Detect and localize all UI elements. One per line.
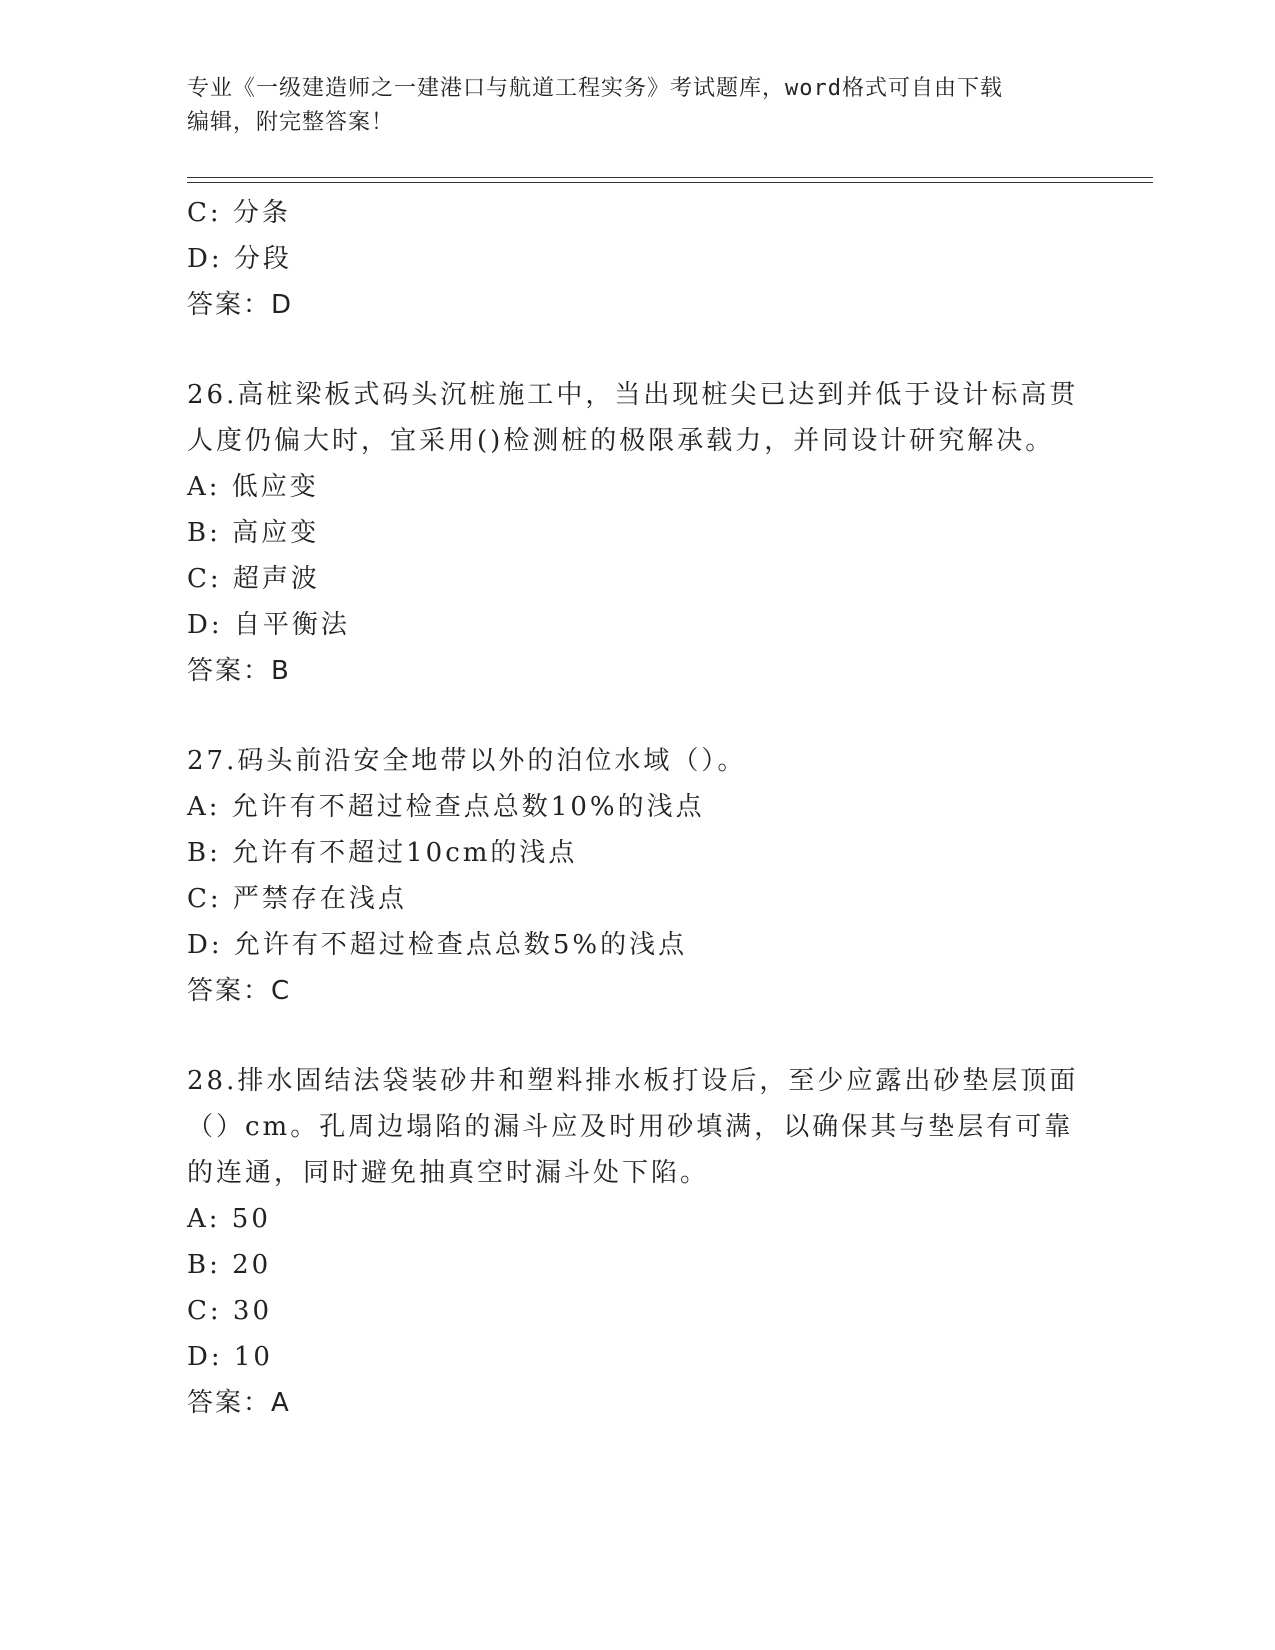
option-b: B: 20 xyxy=(187,1250,272,1280)
header-divider-bottom xyxy=(187,182,1153,183)
question-stem: 27.码头前沿安全地带以外的泊位水域（）。 xyxy=(187,746,747,776)
option-d: D: 10 xyxy=(187,1342,273,1372)
option-b: B: 高应变 xyxy=(187,518,320,548)
question-28 xyxy=(187,1058,1087,1426)
option-a: A: 允许有不超过检查点总数10%的浅点 xyxy=(187,792,705,822)
question-25 xyxy=(187,190,1087,328)
spacer xyxy=(187,1014,1087,1058)
answer: 答案：D xyxy=(187,290,294,320)
question-26 xyxy=(187,372,1087,694)
answer: 答案：A xyxy=(187,1388,291,1418)
answer: 答案：B xyxy=(187,656,291,686)
question-27 xyxy=(187,738,1087,1014)
question-stem: 26.高桩梁板式码头沉桩施工中，当出现桩尖已达到并低于设计标高贯 xyxy=(187,380,1079,410)
spacer xyxy=(187,694,1087,738)
option-c: C: 30 xyxy=(187,1296,273,1326)
option-c: C: 严禁存在浅点 xyxy=(187,884,407,914)
header-line-1: 专业《一级建造师之一建港口与航道工程实务》考试题库，word格式可自由下载 xyxy=(187,76,1003,101)
question-stem: 的连通，同时避免抽真空时漏斗处下陷。 xyxy=(187,1158,710,1188)
option-c: C: 超声波 xyxy=(187,564,320,594)
option-c: C: 分条 xyxy=(187,198,291,228)
question-stem: 28.排水固结法袋装砂井和塑料排水板打设后，至少应露出砂垫层顶面 xyxy=(187,1066,1079,1096)
option-b: B: 允许有不超过10cm的浅点 xyxy=(187,838,578,868)
option-d: D: 分段 xyxy=(187,244,292,274)
question-list xyxy=(187,190,1087,1426)
document-header xyxy=(187,72,1067,140)
header-line-2: 编辑，附完整答案！ xyxy=(187,110,395,135)
question-stem: （）cm。孔周边塌陷的漏斗应及时用砂填满，以确保其与垫层有可靠 xyxy=(187,1112,1074,1142)
question-stem: 人度仍偏大时，宜采用()检测桩的极限承载力，并同设计研究解决。 xyxy=(187,426,1055,456)
option-a: A: 低应变 xyxy=(187,472,319,502)
header-divider-top xyxy=(187,177,1153,178)
spacer xyxy=(187,328,1087,372)
answer: 答案：C xyxy=(187,976,292,1006)
option-d: D: 自平衡法 xyxy=(187,610,350,640)
option-d: D: 允许有不超过检查点总数5%的浅点 xyxy=(187,930,688,960)
option-a: A: 50 xyxy=(187,1204,271,1234)
